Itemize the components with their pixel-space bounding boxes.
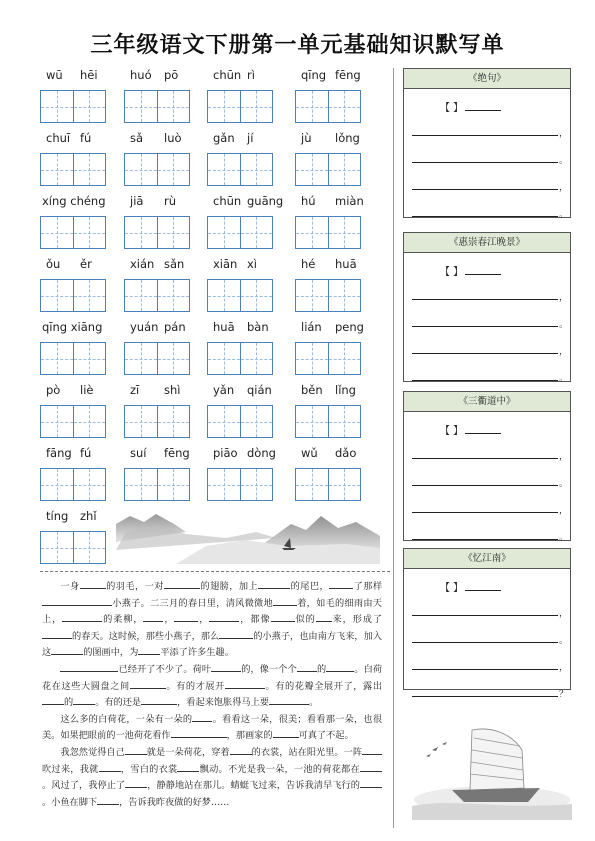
- tianzige-box[interactable]: [295, 279, 329, 312]
- tianzige-box[interactable]: [158, 405, 191, 438]
- passage-text: ，: [52, 614, 63, 626]
- blank-line[interactable]: [329, 578, 353, 589]
- pinyin-syllable: zhǐ: [80, 509, 97, 523]
- punctuation-mark: ，: [559, 129, 569, 139]
- poem-title: 《三衢道中》: [404, 392, 570, 412]
- column-divider: [393, 68, 394, 828]
- passage-text: 的，像一个个: [241, 663, 297, 675]
- passage-text: 就是一朵荷花，穿着: [146, 746, 230, 758]
- poem-line-blank[interactable]: [412, 135, 558, 136]
- blank-line[interactable]: [51, 644, 83, 655]
- fill-in-passage: [42, 578, 382, 810]
- pinyin-syllable: shì: [164, 383, 181, 397]
- tianzige-box[interactable]: [329, 279, 362, 312]
- tianzige-box[interactable]: [329, 342, 362, 375]
- author-bracket: 【 】: [440, 583, 464, 594]
- pinyin-syllable: hé: [301, 257, 316, 271]
- tianzige-box[interactable]: [40, 405, 74, 438]
- blank-line[interactable]: [143, 611, 163, 622]
- author-blank[interactable]: [465, 425, 501, 434]
- poem-box: [403, 548, 571, 700]
- passage-text: ，: [163, 614, 175, 626]
- poem-author-field[interactable]: [440, 99, 501, 114]
- passage-text: 的衣裳，站在阳光里。一阵: [251, 746, 363, 758]
- passage-text: 着，如毛的细雨由天上: [42, 597, 383, 626]
- tianzige-box[interactable]: [74, 153, 107, 186]
- poem-line-blank[interactable]: [412, 216, 558, 217]
- blank-line[interactable]: [258, 578, 290, 589]
- pinyin-syllable: qīng xiāng: [42, 320, 103, 334]
- passage-text: ，都像: [239, 614, 271, 626]
- pinyin-syllable: tíng: [46, 509, 69, 523]
- passage-text: 。有的花瓣全展开了，露出: [264, 680, 383, 692]
- poem-title: 《绝句》: [404, 69, 570, 89]
- poem-line-blank[interactable]: [412, 642, 558, 643]
- tianzige-box[interactable]: [329, 153, 362, 186]
- blank-line[interactable]: [211, 661, 241, 672]
- punctuation-mark: 。: [559, 320, 569, 330]
- passage-text: 的小燕子，也由南方飞来，加入这: [42, 630, 383, 659]
- tianzige-box[interactable]: [207, 342, 241, 375]
- passage-text: 似的: [294, 614, 316, 626]
- poem-title: 《忆江南》: [404, 549, 570, 569]
- blank-line[interactable]: [209, 611, 239, 622]
- sailboat-illustration: [412, 710, 572, 820]
- blank-line[interactable]: [73, 694, 95, 705]
- tianzige-box[interactable]: [74, 279, 107, 312]
- poem-line-blank[interactable]: [412, 539, 558, 540]
- punctuation-mark: 。: [559, 156, 569, 166]
- blank-line[interactable]: [360, 777, 382, 788]
- blank-line[interactable]: [219, 628, 253, 639]
- punctuation-mark: 。: [559, 479, 569, 489]
- pinyin-syllable: běn: [301, 383, 323, 397]
- tianzige-box[interactable]: [241, 216, 274, 249]
- pinyin-syllable: ěr: [80, 257, 92, 271]
- tianzige-box[interactable]: [74, 531, 107, 564]
- author-blank[interactable]: [465, 266, 501, 275]
- tianzige-box[interactable]: [158, 216, 191, 249]
- blank-line[interactable]: [269, 694, 309, 705]
- tianzige-box[interactable]: [329, 405, 362, 438]
- poem-author-field[interactable]: [440, 263, 501, 278]
- pinyin-syllable: sǎn: [164, 257, 185, 271]
- pinyin-syllable: piāo: [213, 446, 238, 460]
- passage-text: 的春天。这时候，那些小燕子，那么: [72, 630, 220, 642]
- pinyin-syllable: pán: [164, 320, 186, 334]
- pinyin-syllable: luò: [164, 131, 182, 145]
- pinyin-syllable: lián: [301, 320, 322, 334]
- punctuation-mark: ，: [559, 452, 569, 462]
- passage-text: ，那画家的: [226, 730, 273, 742]
- passage-text: 我忽然觉得自己: [60, 746, 125, 758]
- punctuation-mark: ，: [559, 663, 569, 673]
- pinyin-syllable: pō: [164, 68, 179, 82]
- tianzige-box[interactable]: [40, 90, 74, 123]
- blank-line[interactable]: [42, 595, 68, 606]
- passage-paragraph: [42, 661, 382, 711]
- tianzige-box[interactable]: [207, 153, 241, 186]
- pinyin-syllable: fēng: [335, 68, 361, 82]
- poem-box: [403, 68, 571, 218]
- punctuation-mark: ？: [559, 690, 569, 700]
- punctuation-mark: ，: [559, 183, 569, 193]
- passage-text: 。有的还是: [95, 697, 142, 709]
- pinyin-syllable: xíng chéng: [42, 194, 106, 208]
- blank-line[interactable]: [362, 744, 382, 755]
- tianzige-box[interactable]: [207, 405, 241, 438]
- pinyin-syllable: zī: [130, 383, 140, 397]
- pinyin-syllable: pò: [46, 383, 61, 397]
- tianzige-box[interactable]: [158, 342, 191, 375]
- passage-text: 。看看这一朵，很美；看看那一朵，也很美。如果把眼前的一池荷花看作: [42, 713, 383, 742]
- pinyin-syllable: guāng: [247, 194, 284, 208]
- punctuation-mark: ，: [559, 293, 569, 303]
- pinyin-syllable: peng: [335, 320, 364, 334]
- tianzige-box[interactable]: [124, 342, 158, 375]
- blank-line[interactable]: [297, 661, 317, 672]
- tianzige-box[interactable]: [295, 216, 329, 249]
- tianzige-box[interactable]: [124, 90, 158, 123]
- poem-line-blank[interactable]: [412, 189, 558, 190]
- tianzige-box[interactable]: [74, 342, 107, 375]
- pinyin-syllable: gǎn: [213, 131, 235, 145]
- pinyin-syllable: suí: [130, 446, 147, 460]
- passage-text: 这么多的白荷花，一朵有一朵的: [60, 713, 193, 725]
- tianzige-box[interactable]: [241, 468, 274, 501]
- pinyin-syllable: rù: [164, 194, 177, 208]
- ink-landscape-illustration: [116, 502, 380, 564]
- passage-paragraph: [42, 578, 382, 661]
- blank-line[interactable]: [68, 595, 112, 606]
- blank-line[interactable]: [80, 578, 106, 589]
- pinyin-syllable: chūn: [213, 194, 242, 208]
- poem-line-blank[interactable]: [412, 380, 558, 381]
- tianzige-box[interactable]: [74, 216, 107, 249]
- blank-line[interactable]: [125, 744, 147, 755]
- poem-line-blank[interactable]: [412, 669, 558, 670]
- tianzige-box[interactable]: [295, 342, 329, 375]
- punctuation-mark: ，: [559, 347, 569, 357]
- tianzige-box[interactable]: [241, 279, 274, 312]
- passage-text: 可真了不起。: [298, 730, 354, 742]
- tianzige-box[interactable]: [329, 468, 362, 501]
- blank-line[interactable]: [138, 644, 160, 655]
- pinyin-syllable: lǒng: [335, 131, 360, 145]
- poem-box: [403, 391, 571, 541]
- poem-line-blank[interactable]: [412, 485, 558, 486]
- punctuation-mark: 。: [559, 374, 569, 384]
- pinyin-syllable: fú: [80, 446, 92, 460]
- pinyin-syllable: hēi: [80, 68, 98, 82]
- blank-line[interactable]: [62, 611, 102, 622]
- author-blank[interactable]: [465, 102, 501, 111]
- passage-text: 了那样: [353, 581, 383, 592]
- poem-author-field[interactable]: [440, 579, 501, 594]
- tianzige-box[interactable]: [40, 531, 74, 564]
- page-title: 三年级语文下册第一单元基础知识默写单: [90, 33, 505, 58]
- passage-text: ，: [198, 614, 210, 626]
- blank-line[interactable]: [174, 611, 198, 622]
- blank-line[interactable]: [177, 761, 199, 772]
- pinyin-syllable: qián: [247, 383, 272, 397]
- pinyin-syllable: xiān: [213, 257, 238, 271]
- blank-line[interactable]: [60, 661, 82, 672]
- pinyin-syllable: rì: [247, 68, 255, 82]
- pinyin-syllable: ǒu: [46, 257, 61, 271]
- tianzige-box[interactable]: [74, 405, 107, 438]
- pinyin-syllable: xián: [130, 257, 155, 271]
- author-bracket: 【 】: [440, 267, 464, 278]
- poem-line-blank[interactable]: [412, 162, 558, 163]
- tianzige-box[interactable]: [329, 90, 362, 123]
- author-blank[interactable]: [465, 582, 501, 591]
- poem-title: 《惠崇春江晚景》: [404, 233, 570, 253]
- tianzige-box[interactable]: [74, 468, 107, 501]
- tianzige-box[interactable]: [124, 153, 158, 186]
- pinyin-syllable: fú: [80, 131, 92, 145]
- passage-paragraph: [42, 711, 382, 744]
- passage-text: 小燕子。二三月的春日里，: [112, 597, 226, 609]
- tianzige-box[interactable]: [295, 90, 329, 123]
- tianzige-box[interactable]: [207, 90, 241, 123]
- tianzige-box[interactable]: [40, 468, 74, 501]
- passage-text: 的翅膀，加上: [199, 581, 259, 592]
- passage-text: 一身: [60, 581, 80, 592]
- passage-text: 已经开了不少了。荷叶: [118, 663, 212, 675]
- tianzige-box[interactable]: [207, 279, 241, 312]
- pinyin-syllable: sǎ: [130, 131, 144, 145]
- tianzige-box[interactable]: [241, 153, 274, 186]
- tianzige-box[interactable]: [158, 468, 191, 501]
- passage-text: ，雪白的衣裳: [120, 763, 178, 775]
- poem-author-field[interactable]: [440, 422, 501, 437]
- tianzige-box[interactable]: [295, 468, 329, 501]
- passage-text: 的: [316, 663, 327, 675]
- blank-line[interactable]: [164, 578, 200, 589]
- passage-text: 的: [64, 697, 74, 709]
- tianzige-box[interactable]: [241, 90, 274, 123]
- tianzige-box[interactable]: [295, 153, 329, 186]
- pinyin-writing-grid: [40, 68, 390, 568]
- tianzige-box[interactable]: [241, 342, 274, 375]
- passage-text: 飘动。不光是我一朵，一池的荷花都在: [199, 763, 361, 775]
- blank-line[interactable]: [97, 794, 119, 805]
- passage-text: ，看起来饱胀得马上要: [177, 697, 269, 709]
- section-divider: [40, 571, 390, 572]
- pinyin-syllable: miàn: [335, 194, 364, 208]
- pinyin-syllable: liè: [80, 383, 94, 397]
- author-bracket: 【 】: [440, 103, 464, 114]
- blank-line[interactable]: [141, 694, 177, 705]
- blank-line[interactable]: [192, 711, 212, 722]
- pinyin-syllable: fāng: [46, 446, 72, 460]
- pinyin-syllable: dòng: [247, 446, 276, 460]
- poem-box: [403, 232, 571, 382]
- tianzige-box[interactable]: [329, 216, 362, 249]
- pinyin-syllable: fēng: [164, 446, 190, 460]
- pinyin-syllable: bàn: [247, 320, 269, 334]
- pinyin-syllable: wū: [46, 68, 63, 82]
- blank-line[interactable]: [271, 611, 295, 622]
- passage-text: 。白荷花在这些大圆盘之间: [42, 663, 383, 692]
- blank-line[interactable]: [125, 777, 147, 788]
- poem-line-blank[interactable]: [412, 615, 558, 616]
- blank-line[interactable]: [273, 595, 297, 606]
- pinyin-syllable: wǔ: [301, 446, 318, 460]
- blank-line[interactable]: [326, 661, 354, 672]
- blank-line[interactable]: [316, 611, 332, 622]
- tianzige-box[interactable]: [124, 216, 158, 249]
- passage-text: 的柔柳，: [102, 614, 144, 626]
- poem-line-blank[interactable]: [412, 326, 558, 327]
- passage-text: 平添了许多生趣。: [160, 647, 234, 659]
- tianzige-box[interactable]: [124, 468, 158, 501]
- tianzige-box[interactable]: [207, 216, 241, 249]
- tianzige-box[interactable]: [40, 342, 74, 375]
- blank-line[interactable]: [273, 727, 299, 738]
- passage-text: 。: [309, 697, 319, 709]
- pinyin-syllable: chūn: [213, 68, 242, 82]
- punctuation-mark: 。: [559, 636, 569, 646]
- tianzige-box[interactable]: [40, 279, 74, 312]
- poem-line-blank[interactable]: [412, 353, 558, 354]
- passage-text: ，静静地站在那儿。蜻蜓飞过来，告诉我清早飞行的: [147, 780, 361, 792]
- passage-text: 。有的才展开: [165, 680, 225, 692]
- pinyin-syllable: jí: [247, 131, 254, 145]
- passage-text: ，告诉我昨夜做的好梦……: [119, 796, 230, 808]
- punctuation-mark: 。: [559, 533, 569, 543]
- poem-line-blank[interactable]: [412, 299, 558, 300]
- tianzige-box[interactable]: [124, 279, 158, 312]
- tianzige-box[interactable]: [158, 279, 191, 312]
- blank-line[interactable]: [82, 661, 118, 672]
- tianzige-box[interactable]: [241, 405, 274, 438]
- blank-line[interactable]: [42, 694, 64, 705]
- passage-text: 的尾巴，: [290, 581, 330, 592]
- pinyin-syllable: huā: [213, 320, 235, 334]
- pinyin-syllable: jiā: [130, 194, 144, 208]
- author-bracket: 【 】: [440, 426, 464, 437]
- passage-paragraph: [42, 744, 382, 810]
- tianzige-box[interactable]: [124, 405, 158, 438]
- blank-line[interactable]: [130, 678, 166, 689]
- pinyin-syllable: huā: [335, 257, 357, 271]
- blank-line[interactable]: [171, 727, 227, 738]
- punctuation-mark: ，: [559, 609, 569, 619]
- poem-line-blank[interactable]: [412, 512, 558, 513]
- pinyin-syllable: qīng: [301, 68, 327, 82]
- pinyin-syllable: yǎn: [213, 383, 235, 397]
- poem-line-blank[interactable]: [412, 458, 558, 459]
- tianzige-box[interactable]: [207, 468, 241, 501]
- passage-text: 来，形成了: [331, 614, 383, 626]
- blank-line[interactable]: [360, 761, 382, 772]
- pinyin-syllable: lǐng: [335, 383, 356, 397]
- passage-text: 。风过了，我停止了: [42, 780, 126, 792]
- pinyin-syllable: jù: [301, 131, 312, 145]
- punctuation-mark: ，: [559, 506, 569, 516]
- blank-line[interactable]: [225, 678, 265, 689]
- poem-line-blank[interactable]: [412, 696, 558, 697]
- tianzige-box[interactable]: [40, 153, 74, 186]
- punctuation-mark: 。: [559, 210, 569, 220]
- pinyin-syllable: xì: [247, 257, 258, 271]
- blank-line[interactable]: [230, 744, 252, 755]
- pinyin-syllable: chuī: [46, 131, 71, 145]
- passage-text: 清风微微地: [225, 597, 273, 609]
- passage-text: 的羽毛，一对: [105, 581, 164, 592]
- pinyin-syllable: yuán: [130, 320, 159, 334]
- tianzige-box[interactable]: [295, 405, 329, 438]
- blank-line[interactable]: [99, 761, 121, 772]
- passage-text: 吹过来，我就: [42, 763, 99, 775]
- tianzige-box[interactable]: [40, 216, 74, 249]
- tianzige-box[interactable]: [158, 153, 191, 186]
- pinyin-syllable: dǎo: [335, 446, 357, 460]
- pinyin-syllable: huó: [130, 68, 152, 82]
- tianzige-box[interactable]: [74, 90, 107, 123]
- passage-text: 。小鱼在脚下: [42, 796, 98, 808]
- passage-text: 的图画中，为: [83, 647, 139, 659]
- pinyin-syllable: hú: [301, 194, 316, 208]
- blank-line[interactable]: [42, 628, 72, 639]
- tianzige-box[interactable]: [158, 90, 191, 123]
